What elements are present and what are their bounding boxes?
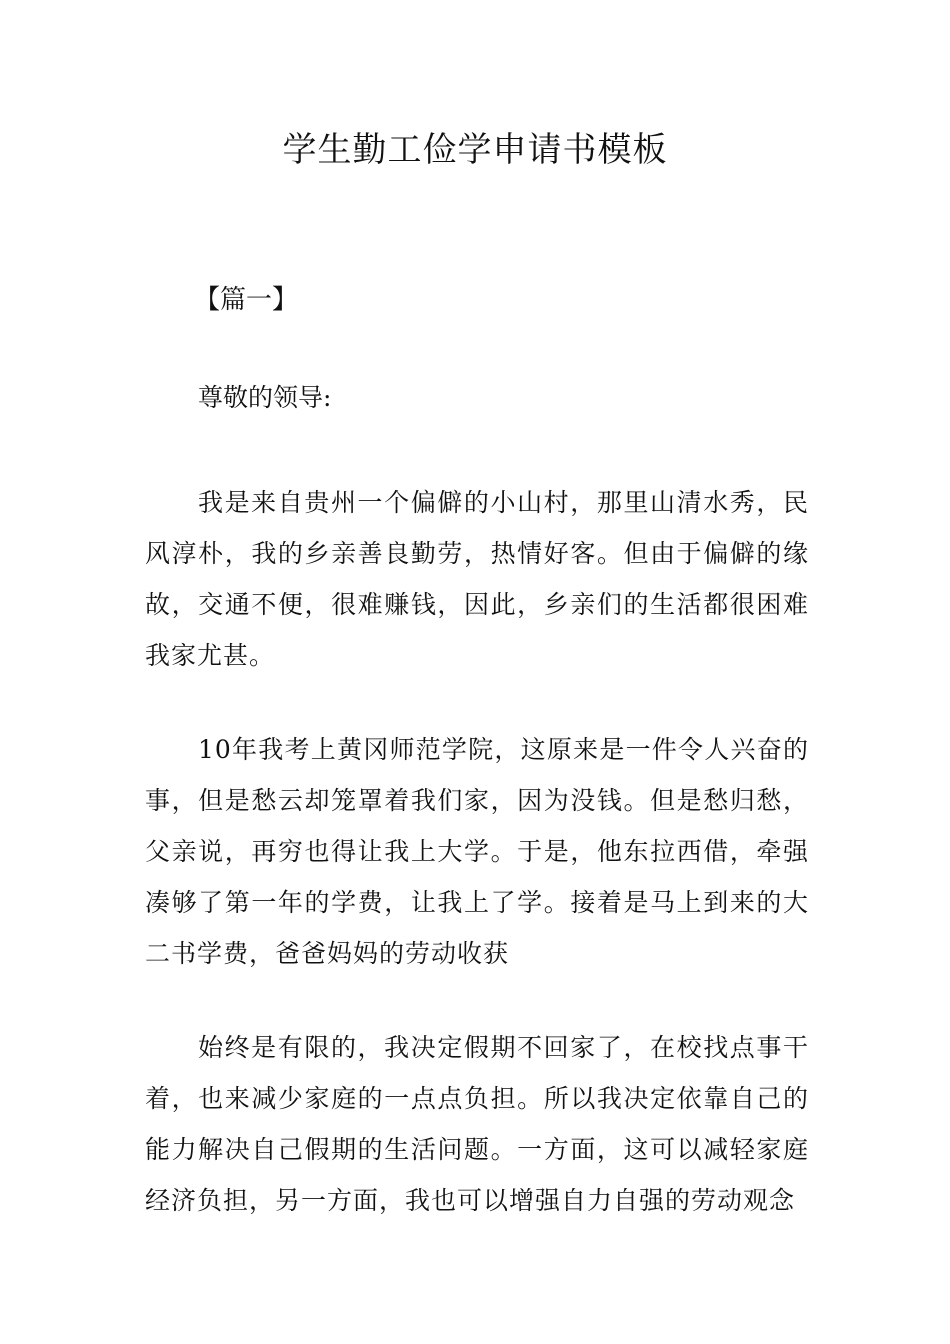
salutation: 尊敬的领导: (198, 383, 332, 412)
section-label: 【篇一】 (194, 285, 299, 315)
paragraph-2: 10年我考上黄冈师范学院，这原来是一件令人兴奋的事，但是愁云却笼罩着我们家，因为没钱。但是愁归愁，父亲说，再穷也得让我上大学。于是，他东拉西借，牵强凑够了第一年的学费，让我上了学。接着是马上到来的大二书学费，爸爸妈妈的劳动收获 (145, 735, 809, 968)
paragraph-3: 始终是有限的，我决定假期不回家了，在校找点事干着，也来减少家庭的一点点负担。所以我决定依靠自己的能力解决自己假期的生活问题。一方面，这可以减轻家庭经济负担，另一方面，我也可以增强自力自强的劳动观念 (145, 1033, 809, 1215)
paragraph-1: 我是来自贵州一个偏僻的小山村，那里山清水秀，民风淳朴，我的乡亲善良勤劳，热情好客。但由于偏僻的缘故，交通不便，很难赚钱，因此，乡亲们的生活都很困难我家尤甚。 (145, 488, 809, 670)
document-title: 学生勤工俭学申请书模板 (282, 130, 668, 170)
